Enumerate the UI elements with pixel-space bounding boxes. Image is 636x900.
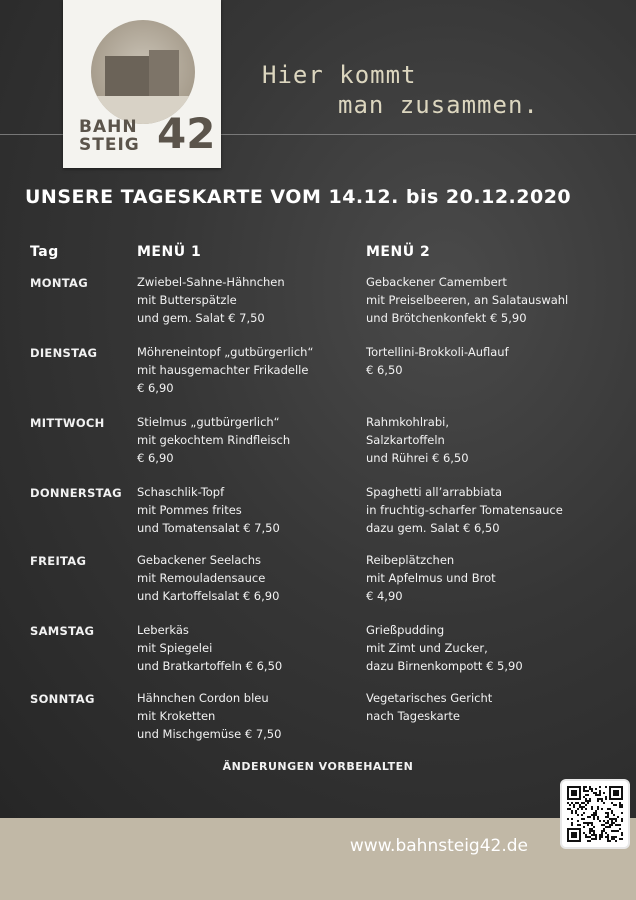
dish-line: Gebackener Camembert — [366, 275, 507, 289]
dish-line: nach Tageskarte — [366, 708, 460, 723]
dish-line: € 6,50 — [366, 362, 403, 377]
day-label: MONTAG — [30, 276, 88, 290]
slogan — [262, 60, 539, 120]
menu1-dish — [137, 414, 357, 467]
menu2-dish — [366, 552, 626, 605]
menu1-dish — [137, 690, 357, 743]
dish-line: € 6,90 — [137, 450, 174, 465]
menu2-dish — [366, 484, 626, 537]
logo-text-bahn: BAHN — [79, 117, 138, 137]
menu1-dish — [137, 274, 357, 327]
footer-bar — [0, 818, 636, 900]
qr-code[interactable] — [562, 781, 628, 847]
menu2-dish — [366, 622, 626, 675]
dish-line: Rahmkohlrabi, — [366, 415, 449, 429]
dish-line: mit Apfelmus und Brot — [366, 570, 496, 585]
logo-number: 42 — [157, 109, 216, 158]
menu1-dish — [137, 344, 357, 397]
dish-line: mit gekochtem Rindfleisch — [137, 432, 291, 447]
slogan-line-2: man zusammen. — [338, 91, 539, 119]
menu2-dish — [366, 344, 626, 380]
dish-line: und Mischgemüse € 7,50 — [137, 726, 282, 741]
day-label: DONNERSTAG — [30, 486, 122, 500]
day-label: DIENSTAG — [30, 346, 98, 360]
logo-text-steig: STEIG — [79, 135, 140, 155]
dish-line: mit Remouladensauce — [137, 570, 266, 585]
menu-title: UNSERE TAGESKARTE VOM 14.12. bis 20.12.2020 — [25, 186, 572, 208]
changes-reserved-note: ÄNDERUNGEN VORBEHALTEN — [222, 760, 414, 773]
dish-line: mit Butterspätzle — [137, 292, 237, 307]
dish-line: und Tomatensalat € 7,50 — [137, 520, 280, 535]
dish-line: Zwiebel-Sahne-Hähnchen — [137, 275, 285, 289]
dish-line: € 4,90 — [366, 588, 403, 603]
menu1-dish — [137, 552, 357, 605]
dish-line: Salzkartoffeln — [366, 432, 445, 447]
dish-line: Möhreneintopf „gutbürgerlich“ — [137, 345, 314, 359]
menu2-dish — [366, 690, 626, 726]
dish-line: mit Spiegelei — [137, 640, 213, 655]
dish-line: Schaschlik-Topf — [137, 485, 225, 499]
dish-line: und Rührei € 6,50 — [366, 450, 469, 465]
dish-line: Spaghetti all’arrabbiata — [366, 485, 503, 499]
dish-line: und Bratkartoffeln € 6,50 — [137, 658, 283, 673]
dish-line: Leberkäs — [137, 623, 189, 637]
dish-line: mit Zimt und Zucker, — [366, 640, 488, 655]
column-header-day: Tag — [30, 244, 59, 260]
logo — [63, 0, 221, 168]
menu2-dish — [366, 414, 626, 467]
dish-line: mit Preiselbeeren, an Salatauswahl — [366, 292, 569, 307]
day-label: MITTWOCH — [30, 416, 105, 430]
column-header-menu2: MENÜ 2 — [366, 244, 431, 260]
menu1-dish — [137, 484, 357, 537]
dish-line: Grießpudding — [366, 623, 445, 637]
dish-line: Tortellini-Brokkoli-Auflauf — [366, 345, 509, 359]
dish-line: Stielmus „gutbürgerlich“ — [137, 415, 280, 429]
dish-line: mit Kroketten — [137, 708, 216, 723]
slogan-line-1: Hier kommt — [262, 61, 417, 89]
dish-line: mit hausgemachter Frikadelle — [137, 362, 309, 377]
website-link[interactable]: www.bahnsteig42.de — [349, 836, 528, 856]
dish-line: Reibeplätzchen — [366, 553, 455, 567]
dish-line: und Brötchenkonfekt € 5,90 — [366, 310, 527, 325]
dish-line: Vegetarisches Gericht — [366, 691, 493, 705]
dish-line: Hähnchen Cordon bleu — [137, 691, 269, 705]
day-label: SONNTAG — [30, 692, 95, 706]
dish-line: dazu Birnenkompott € 5,90 — [366, 658, 523, 673]
day-label: SAMSTAG — [30, 624, 95, 638]
menu2-dish — [366, 274, 626, 327]
dish-line: Gebackener Seelachs — [137, 553, 262, 567]
dish-line: dazu gem. Salat € 6,50 — [366, 520, 500, 535]
dish-line: € 6,90 — [137, 380, 174, 395]
column-header-menu1: MENÜ 1 — [137, 244, 202, 260]
day-label: FREITAG — [30, 554, 87, 568]
dish-line: mit Pommes frites — [137, 502, 242, 517]
dish-line: und Kartoffelsalat € 6,90 — [137, 588, 280, 603]
menu1-dish — [137, 622, 357, 675]
dish-line: in fruchtig-scharfer Tomatensauce — [366, 502, 563, 517]
dish-line: und gem. Salat € 7,50 — [137, 310, 265, 325]
